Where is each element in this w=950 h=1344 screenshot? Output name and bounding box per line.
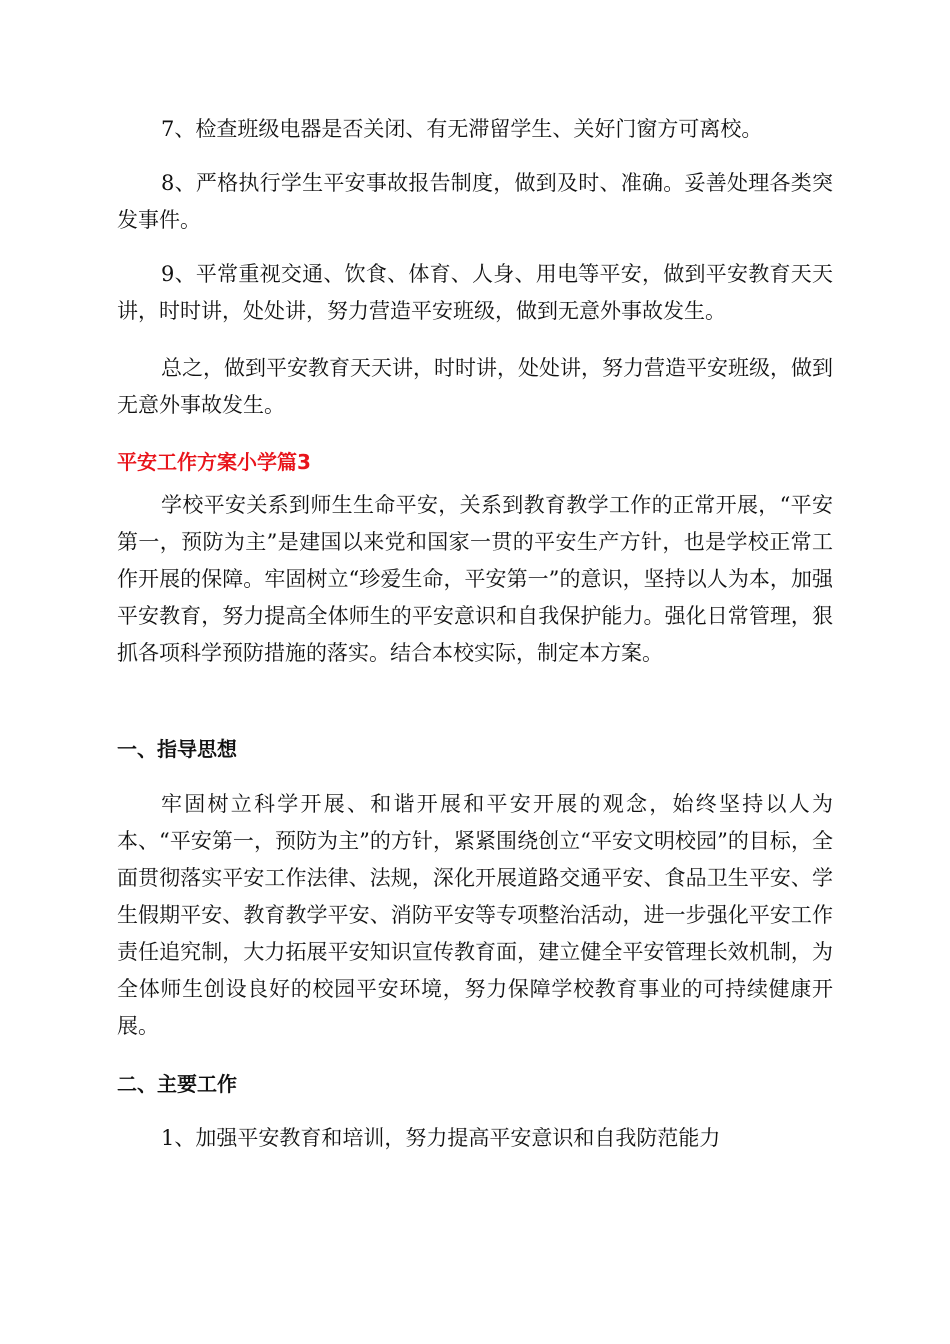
section-title: 平安工作方案小学篇3 <box>117 450 311 474</box>
paragraph-summary: 总之，做到平安教育天天讲，时时讲，处处讲，努力营造平安班级，做到无意外事故发生。 <box>117 356 833 417</box>
paragraph-item-8: 8、严格执行学生平安事故报告制度，做到及时、准确。妥善处理各类突发事件。 <box>117 171 833 232</box>
paragraph-work-item-1: 1、加强平安教育和培训，努力提高平安意识和自我防范能力 <box>161 1126 721 1150</box>
paragraph-guiding-ideology: 牢固树立科学开展、和谐开展和平安开展的观念，始终坚持以人为本、“平安第一，预防为主”的方针，紧紧围绕创立“平安文明校园”的目标，全面贯彻落实平安工作法律、法规，深化开展道路交通平安、食品卫生平安、学生假期平安、教育教学平安、消防平安等专项整治活动，进一步强化平安工作责任追究制，大力拓展平安知识宣传教育面，建立健全平安管理长效机制，为全体师生创设良好的校园平安环境，努力保障学校教育事业的可持续健康开展。 <box>117 792 833 1038</box>
paragraph-intro: 学校平安关系到师生生命平安，关系到教育教学工作的正常开展，“平安第一，预防为主”是建国以来党和国家一贯的平安生产方针，也是学校正常工作开展的保障。牢固树立“珍爱生命，平安第一”的意识，坚持以人为本，加强平安教育，努力提高全体师生的平安意识和自我保护能力。强化日常管理，狠抓各项科学预防措施的落实。结合本校实际，制定本方案。 <box>117 493 833 665</box>
paragraph-item-9: 9、平常重视交通、饮食、体育、人身、用电等平安，做到平安教育天天讲，时时讲，处处讲，努力营造平安班级，做到无意外事故发生。 <box>117 262 833 323</box>
heading-guiding-ideology: 一、指导思想 <box>117 737 237 761</box>
heading-main-work: 二、主要工作 <box>117 1072 237 1096</box>
paragraph-item-7: 7、检查班级电器是否关闭、有无滞留学生、关好门窗方可离校。 <box>161 117 763 141</box>
